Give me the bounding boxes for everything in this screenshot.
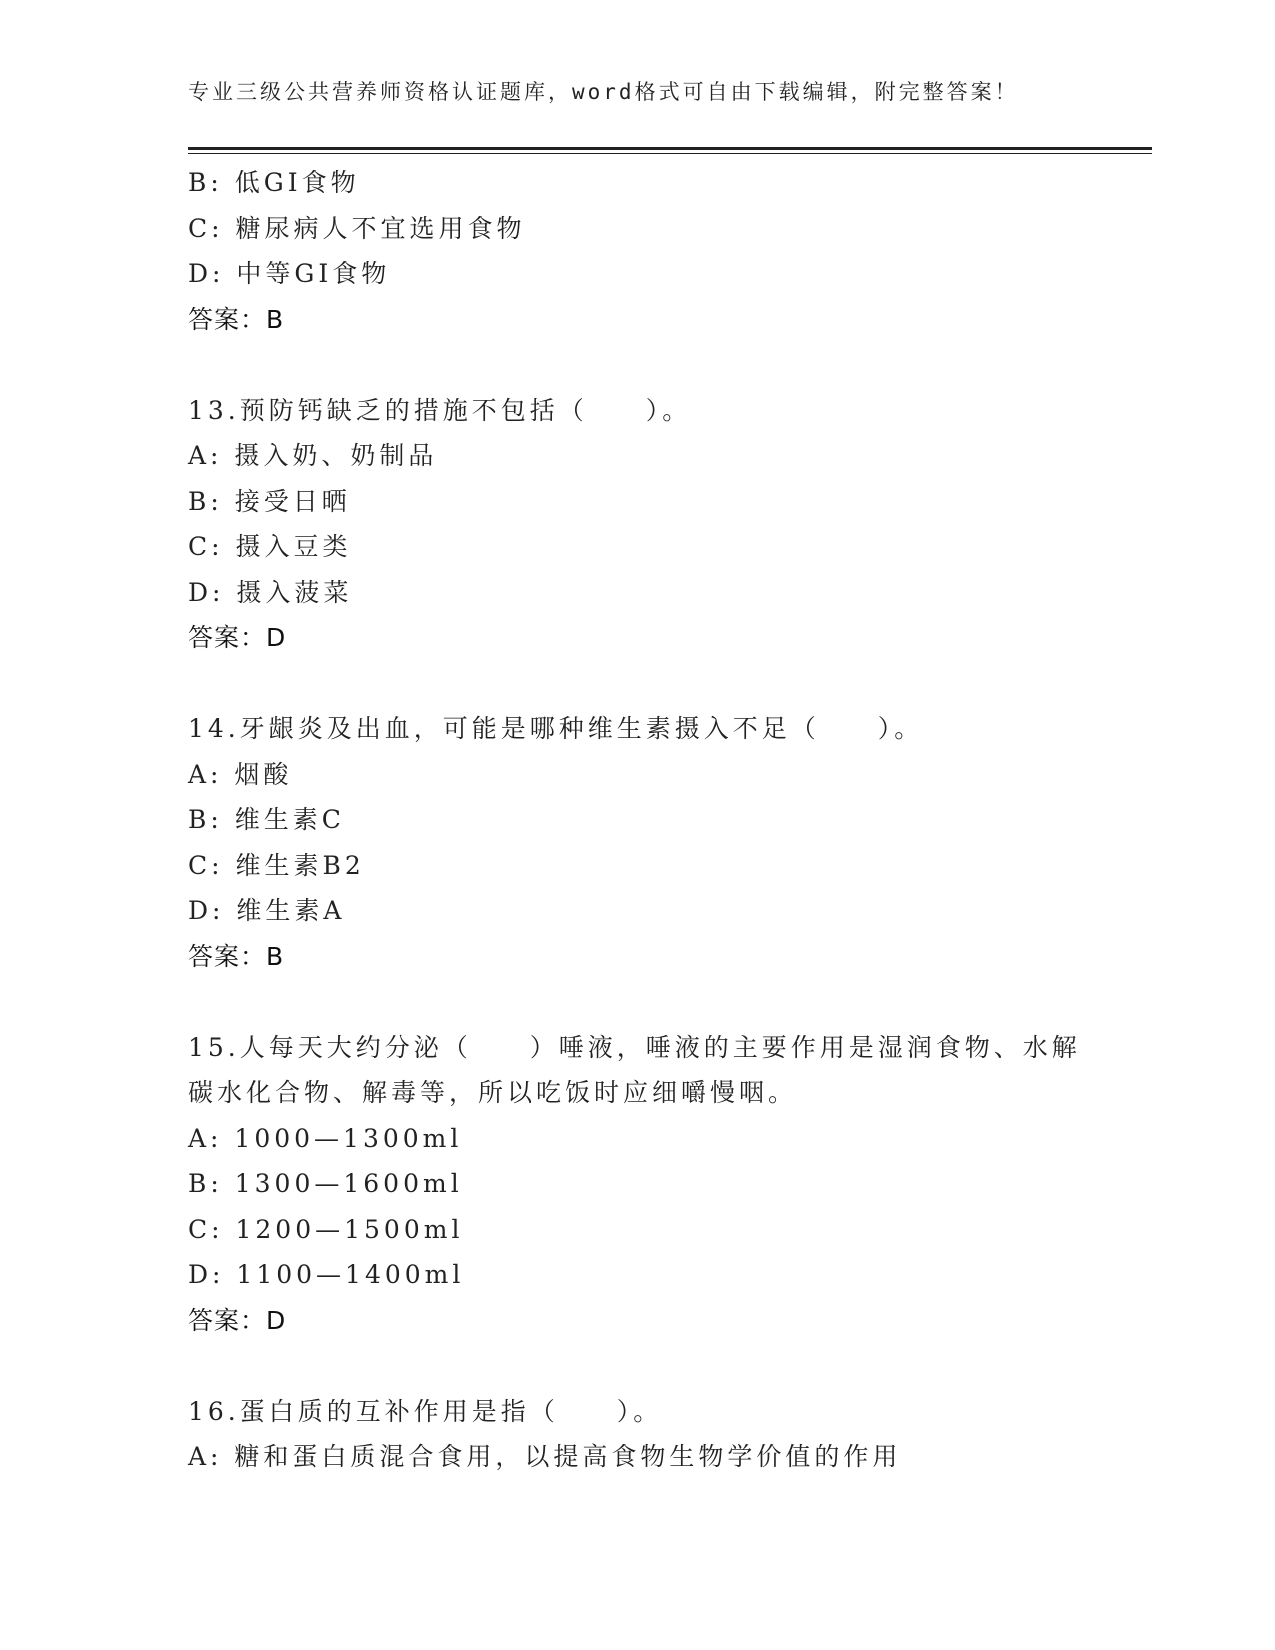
question-stem: 16.蛋白质的互补作用是指（ ）。 bbox=[188, 1396, 663, 1426]
option-a: A: 1000—1300ml bbox=[188, 1123, 463, 1153]
option-b: B: 低GI食物 bbox=[188, 168, 360, 197]
option-d: D: 1100—1400ml bbox=[188, 1260, 465, 1289]
question-stem-line-1: 15.人每天大约分泌（ ）唾液，唾液的主要作用是湿润食物、水解 bbox=[188, 1032, 1081, 1062]
header-rule-thick bbox=[188, 147, 1152, 150]
option-b: B: 维生素C bbox=[188, 805, 345, 834]
spacer bbox=[188, 342, 1088, 388]
option-a: A: 烟酸 bbox=[188, 759, 293, 789]
question-14 bbox=[188, 706, 1088, 979]
option-a: A: 糖和蛋白质混合食用，以提高食物生物学价值的作用 bbox=[188, 1442, 902, 1471]
spacer bbox=[188, 1343, 1088, 1389]
question-15 bbox=[188, 1025, 1088, 1344]
option-c: C: 维生素B2 bbox=[188, 850, 365, 880]
question-stem: 13.预防钙缺乏的措施不包括（ ）。 bbox=[188, 395, 692, 425]
option-b: B: 1300—1600ml bbox=[188, 1169, 463, 1198]
option-b: B: 接受日晒 bbox=[188, 486, 351, 516]
option-c: C: 摄入豆类 bbox=[188, 532, 352, 561]
answer-line: 答案：B bbox=[188, 941, 285, 971]
option-c: C: 糖尿病人不宜选用食物 bbox=[188, 213, 526, 243]
question-16 bbox=[188, 1389, 1088, 1480]
answer-line: 答案：B bbox=[188, 304, 285, 334]
option-c: C: 1200—1500ml bbox=[188, 1214, 464, 1244]
option-a: A: 摄入奶、奶制品 bbox=[188, 441, 438, 470]
question-13 bbox=[188, 388, 1088, 661]
spacer bbox=[188, 979, 1088, 1025]
question-list bbox=[188, 160, 1088, 1480]
question-12 bbox=[188, 160, 1088, 342]
answer-line: 答案：D bbox=[188, 1305, 287, 1335]
option-d: D: 中等GI食物 bbox=[188, 259, 391, 288]
question-stem: 14.牙龈炎及出血，可能是哪种维生素摄入不足（ ）。 bbox=[188, 714, 924, 743]
spacer bbox=[188, 661, 1088, 707]
answer-line: 答案：D bbox=[188, 623, 287, 652]
option-d: D: 维生素A bbox=[188, 896, 346, 925]
question-stem-line-2: 碳水化合物、解毒等，所以吃饭时应细嚼慢咽。 bbox=[188, 1078, 798, 1107]
header-rule-thin bbox=[188, 153, 1152, 154]
page-header-title: 专业三级公共营养师资格认证题库，word格式可自由下载编辑，附完整答案！ bbox=[188, 80, 1019, 104]
option-d: D: 摄入菠菜 bbox=[188, 577, 353, 607]
